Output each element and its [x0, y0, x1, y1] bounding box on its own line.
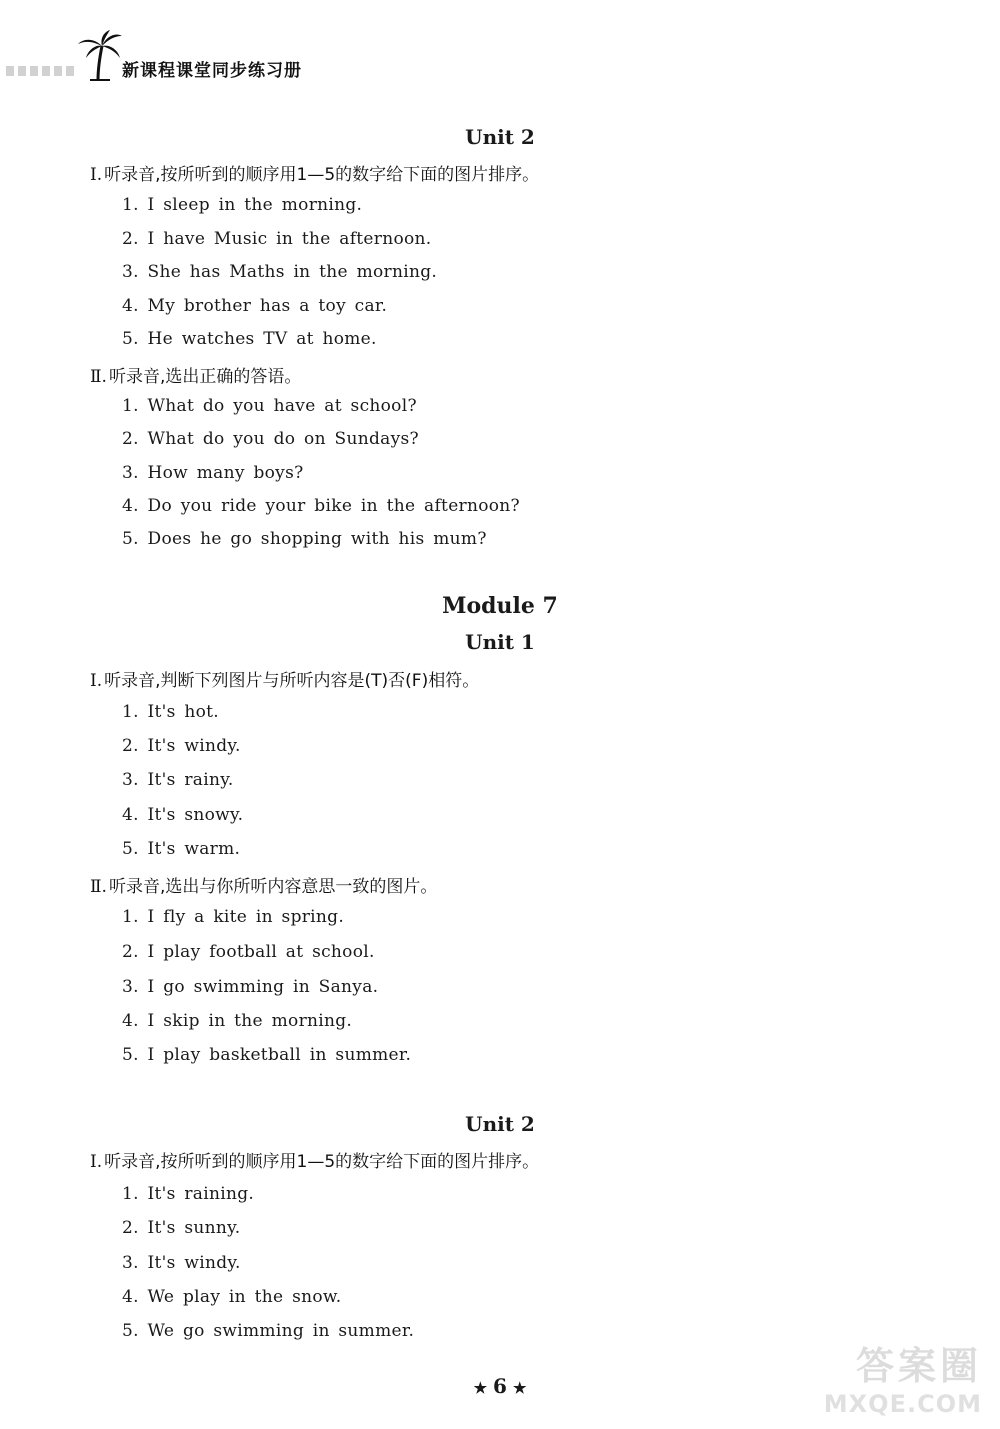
- list-item: 2. What do you do on Sundays?: [122, 429, 419, 449]
- list-item: 2. I play football at school.: [122, 942, 375, 962]
- list-item: 1. It's raining.: [122, 1184, 255, 1204]
- exercise-instruction: [90, 160, 539, 185]
- page-header: [0, 30, 400, 90]
- list-item: 2. It's windy.: [122, 736, 241, 756]
- list-item: 3. It's rainy.: [122, 770, 234, 790]
- book-title: 新课程课堂同步练习册: [122, 61, 302, 81]
- exercise-instruction: [90, 362, 301, 387]
- roman-numeral: Ⅱ.: [90, 367, 107, 387]
- exercise-instruction: [90, 666, 479, 691]
- list-item: 4. We play in the snow.: [122, 1287, 342, 1307]
- unit-heading: Unit 2: [465, 125, 535, 149]
- exercise-instruction: [90, 1147, 539, 1172]
- list-item: 1. I fly a kite in spring.: [122, 907, 345, 927]
- list-item: 5. We go swimming in summer.: [122, 1321, 415, 1341]
- list-item: 1. I sleep in the morning.: [122, 195, 363, 215]
- list-item: 3. It's windy.: [122, 1253, 241, 1273]
- list-item: 5. I play basketball in summer.: [122, 1045, 412, 1065]
- header-decoration: [6, 66, 76, 76]
- list-item: 3. I go swimming in Sanya.: [122, 977, 379, 997]
- list-item: 5. He watches TV at home.: [122, 329, 377, 349]
- roman-numeral: Ⅱ.: [90, 877, 107, 897]
- star-icon: ★: [512, 1379, 527, 1397]
- watermark: [792, 1335, 982, 1418]
- instruction-text: 听录音,判断下列图片与所听内容是(T)否(F)相符。: [104, 671, 480, 691]
- palm-tree-icon: [76, 30, 124, 82]
- roman-numeral: Ⅰ.: [90, 165, 103, 185]
- roman-numeral: Ⅰ.: [90, 671, 103, 691]
- list-item: 4. Do you ride your bike in the afternoon?: [122, 496, 520, 516]
- list-item: 4. My brother has a toy car.: [122, 296, 388, 316]
- instruction-text: 听录音,选出与你所听内容意思一致的图片。: [108, 877, 438, 897]
- star-icon: ★: [473, 1379, 488, 1397]
- list-item: 1. It's hot.: [122, 702, 219, 722]
- page-number: 6: [493, 1374, 507, 1398]
- unit-heading: Unit 1: [465, 630, 535, 654]
- instruction-text: 听录音,按所听到的顺序用1—5的数字给下面的图片排序。: [104, 1152, 540, 1172]
- list-item: 4. I skip in the morning.: [122, 1011, 353, 1031]
- list-item: 4. It's snowy.: [122, 805, 244, 825]
- instruction-text: 听录音,按所听到的顺序用1—5的数字给下面的图片排序。: [104, 165, 540, 185]
- list-item: 2. I have Music in the afternoon.: [122, 229, 432, 249]
- list-item: 5. It's warm.: [122, 839, 241, 859]
- watermark-url: MXQE.COM: [823, 1390, 982, 1418]
- list-item: 1. What do you have at school?: [122, 396, 417, 416]
- roman-numeral: Ⅰ.: [90, 1152, 103, 1172]
- module-heading: Module 7: [442, 593, 558, 619]
- exercise-instruction: [90, 872, 437, 897]
- list-item: 3. She has Maths in the morning.: [122, 262, 438, 282]
- unit-heading: Unit 2: [465, 1112, 535, 1136]
- list-item: 2. It's sunny.: [122, 1218, 241, 1238]
- instruction-text: 听录音,选出正确的答语。: [108, 367, 302, 387]
- list-item: 3. How many boys?: [122, 463, 304, 483]
- list-item: 5. Does he go shopping with his mum?: [122, 529, 487, 549]
- watermark-logo-text: 答案圈: [855, 1344, 982, 1388]
